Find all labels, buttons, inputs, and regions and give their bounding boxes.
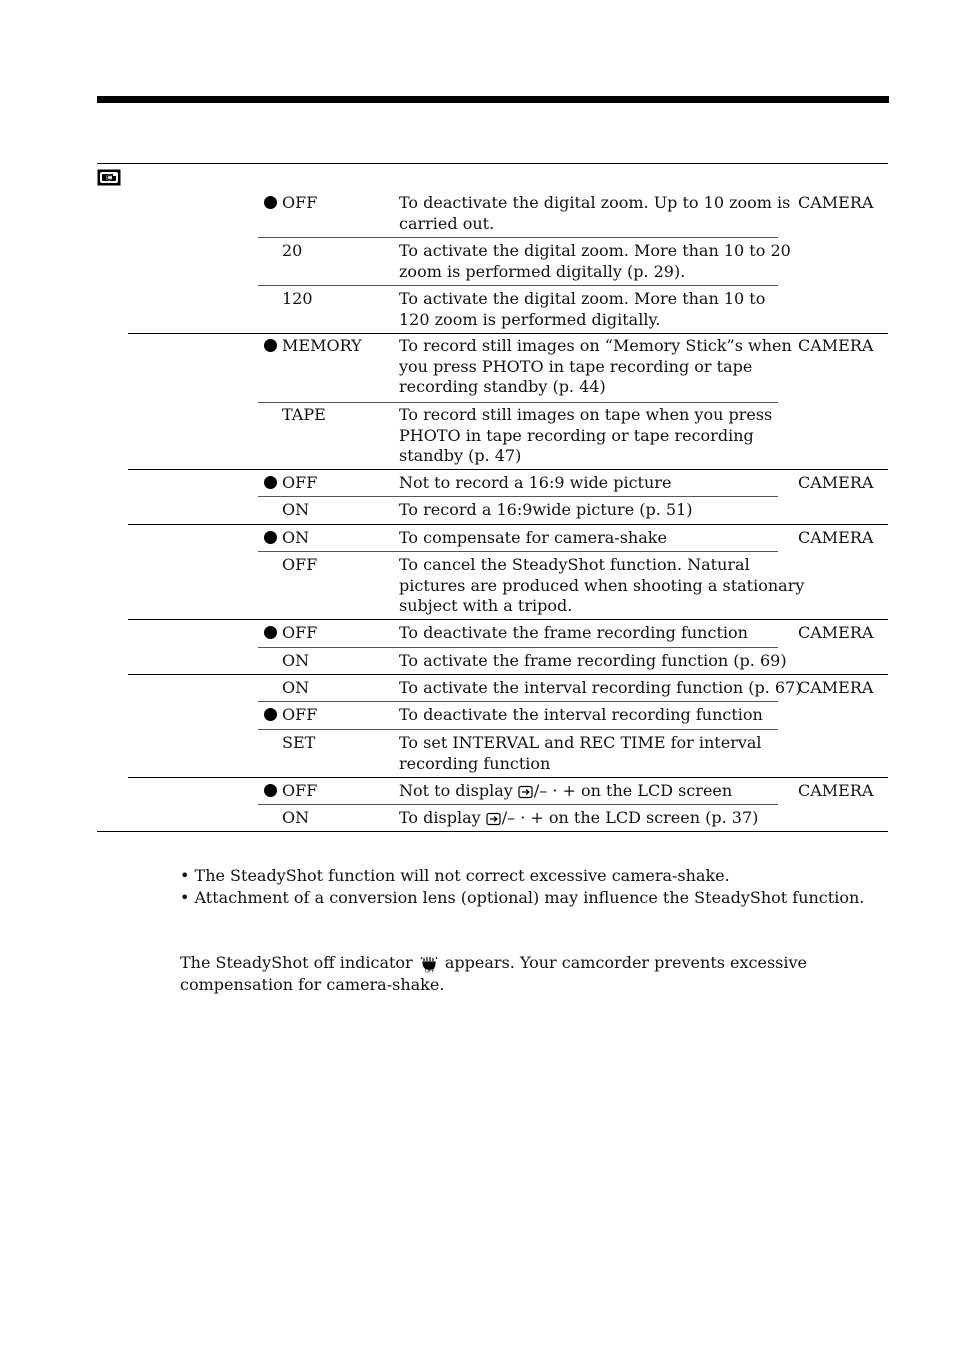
setting-option [264, 623, 317, 644]
description-line: To activate the digital zoom. More than 10 to [399, 289, 766, 308]
steadyshot-note-line2: compensation for camera-shake. [180, 975, 445, 994]
mode-label: CAMERA [798, 528, 874, 547]
setting-label: ON [282, 500, 310, 519]
default-marker-icon [264, 708, 277, 721]
note-bullet: • Attachment of a conversion lens (optional) may influence the SteadyShot function. [180, 888, 865, 907]
table-group-rule [128, 777, 888, 778]
note-text: appears. Your camcorder prevents excessive [439, 953, 808, 972]
description-line: recording function [399, 753, 551, 773]
setting-description [399, 705, 763, 726]
setting-description [399, 678, 801, 699]
description-text: Not to display [399, 781, 518, 800]
mode-label: CAMERA [798, 623, 874, 642]
setting-option [264, 528, 309, 549]
table-row-rule [258, 237, 778, 238]
description-line: To deactivate the digital zoom. Up to 10 zoom is [399, 193, 791, 212]
setting-option [264, 651, 309, 672]
table-row-rule [258, 804, 778, 805]
setting-label: ON [282, 678, 310, 697]
steadyshot-off-icon [418, 955, 440, 973]
setting-label: OFF [282, 193, 318, 212]
description-line: To activate the frame recording function (p. 69) [399, 651, 787, 670]
table-row-rule [258, 496, 778, 497]
default-marker-icon [264, 784, 277, 797]
description-line: To activate the digital zoom. More than 10 to 20 [399, 241, 791, 260]
backlight-icon [486, 812, 502, 826]
mode-label: CAMERA [798, 336, 874, 355]
setting-option [264, 193, 317, 214]
backlight-icon [518, 785, 534, 799]
setting-description [399, 473, 671, 494]
description-text: To display [399, 808, 486, 827]
description-line: 120 zoom is performed digitally. [399, 309, 661, 329]
setting-label: OFF [282, 705, 318, 724]
table-row-rule [258, 402, 778, 403]
setting-option [264, 289, 313, 310]
description-line: carried out. [399, 213, 495, 233]
setting-description [399, 651, 787, 672]
table-row-rule [258, 729, 778, 730]
description-line: To record still images on “Memory Stick”s when [399, 336, 792, 355]
svg-text:OFF: OFF [424, 968, 435, 973]
description-line: you press PHOTO in tape recording or tape [399, 356, 753, 376]
setting-label: MEMORY [282, 336, 362, 355]
setting-label: ON [282, 808, 310, 827]
setting-option [264, 241, 302, 262]
mode-label: CAMERA [798, 678, 874, 697]
setting-description [399, 623, 748, 644]
setting-option [264, 405, 326, 426]
setting-label: ON [282, 651, 310, 670]
setting-label: OFF [282, 781, 318, 800]
table-top-rule [97, 163, 888, 164]
description-line: To activate the interval recording function (p. 67) [399, 678, 802, 697]
setting-description [399, 808, 758, 829]
default-marker-icon [264, 531, 277, 544]
setting-option [264, 555, 317, 576]
table-group-rule [128, 469, 888, 470]
setting-option [264, 705, 317, 726]
setting-label: OFF [282, 473, 318, 492]
camera-menu-icon [97, 169, 121, 186]
setting-description [399, 500, 693, 521]
setting-label: OFF [282, 555, 318, 574]
default-marker-icon [264, 196, 277, 209]
description-text: /– · + on the LCD screen (p. 37) [501, 808, 759, 827]
setting-label: OFF [282, 623, 318, 642]
setting-option [264, 500, 309, 521]
setting-description [399, 405, 772, 467]
setting-description [399, 241, 791, 282]
note-text: The SteadyShot off indicator [180, 953, 418, 972]
table-row-rule [258, 647, 778, 648]
setting-label: 120 [282, 289, 313, 308]
mode-label: CAMERA [798, 193, 874, 212]
setting-option [264, 678, 309, 699]
description-line: subject with a tripod. [399, 596, 573, 615]
setting-option [264, 473, 317, 494]
description-line: To cancel the SteadyShot function. Natural [399, 555, 750, 574]
description-line: To compensate for camera-shake [399, 528, 667, 547]
setting-description [399, 336, 792, 398]
table-group-rule [128, 674, 888, 675]
setting-option [264, 781, 317, 802]
description-line: To record still images on tape when you press [399, 405, 773, 424]
mode-label: CAMERA [798, 473, 874, 492]
setting-description [399, 528, 667, 549]
description-line: recording standby (p. 44) [399, 377, 606, 396]
table-row-rule [258, 701, 778, 702]
description-line: To set INTERVAL and REC TIME for interval [399, 733, 762, 752]
note-bullet: • The SteadyShot function will not correct excessive camera-shake. [180, 866, 730, 885]
setting-label: TAPE [282, 405, 326, 424]
table-row-rule [258, 551, 778, 552]
table-group-rule [128, 333, 888, 334]
header-rule [97, 96, 889, 103]
description-line: To deactivate the interval recording function [399, 705, 763, 724]
description-line: To deactivate the frame recording function [399, 623, 748, 642]
setting-description [399, 193, 790, 234]
setting-option [264, 336, 362, 357]
description-line: zoom is performed digitally (p. 29). [399, 261, 686, 281]
mode-label: CAMERA [798, 781, 874, 800]
table-row-rule [258, 285, 778, 286]
table-bottom-rule [97, 831, 888, 832]
description-line: PHOTO in tape recording or tape recording [399, 425, 754, 445]
setting-description [399, 733, 762, 774]
default-marker-icon [264, 339, 277, 352]
setting-description [399, 555, 804, 617]
setting-option [264, 733, 315, 754]
table-group-rule [128, 524, 888, 525]
description-line: standby (p. 47) [399, 446, 522, 465]
setting-option [264, 808, 309, 829]
setting-label: ON [282, 528, 310, 547]
setting-label: SET [282, 733, 316, 752]
steadyshot-note-line1 [180, 952, 807, 974]
description-line: To record a 16:9wide picture (p. 51) [399, 500, 693, 519]
setting-description [399, 289, 765, 330]
description-line: pictures are produced when shooting a stationary [399, 575, 805, 595]
table-group-rule [128, 619, 888, 620]
description-text: /– · + on the LCD screen [533, 781, 733, 800]
description-line: Not to record a 16:9 wide picture [399, 473, 672, 492]
default-marker-icon [264, 476, 277, 489]
setting-label: 20 [282, 241, 303, 260]
default-marker-icon [264, 626, 277, 639]
setting-description [399, 781, 732, 802]
